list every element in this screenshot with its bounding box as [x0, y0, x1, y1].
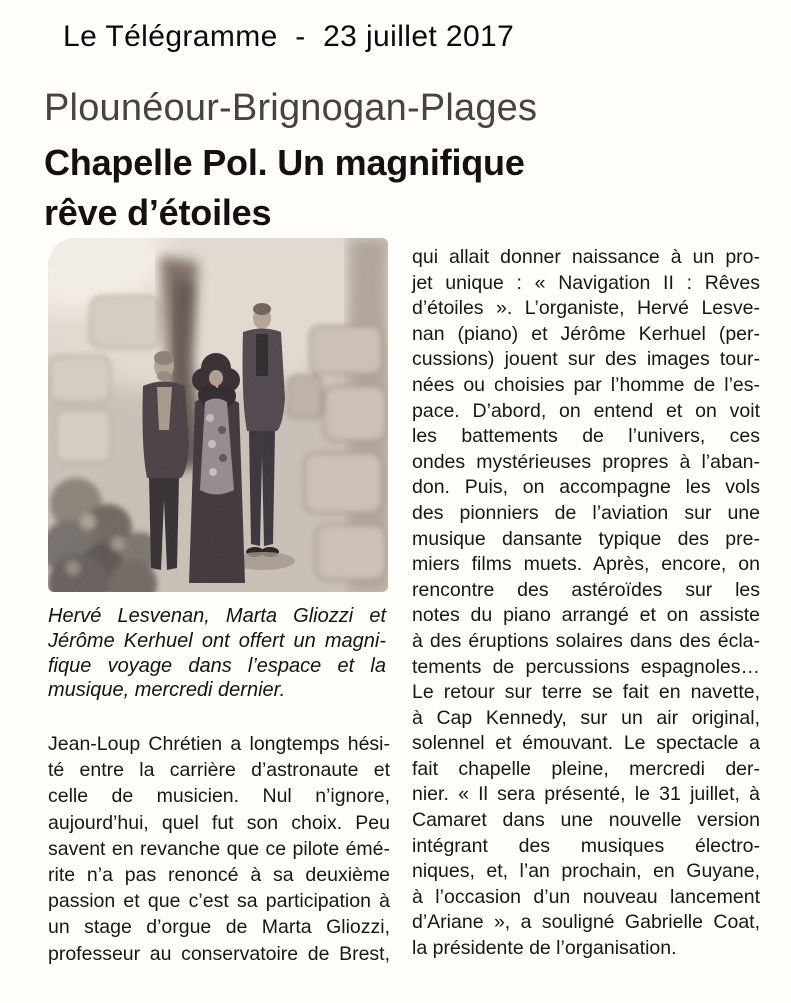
photo-caption — [48, 604, 386, 703]
body-column-left — [48, 731, 390, 967]
text-line: d’étoiles ». L’organiste, Hervé Lesve- — [412, 297, 760, 320]
article-kicker: Plounéour-Brignogan-Plages — [44, 87, 538, 129]
text-line: rencontre des astéroïdes sur les — [412, 578, 760, 601]
text-line: miers films muets. Après, encore, on — [412, 553, 760, 576]
text-line: nées ou choisies par l’homme de l’es- — [412, 373, 760, 396]
text-line: d’Ariane », a souligné Gabrielle Coat, — [412, 911, 760, 934]
text-line: Chapelle Pol. Un magnifique — [44, 142, 525, 183]
text-line: fait chapelle pleine, mercredi der- — [412, 757, 760, 780]
body-column-right — [412, 245, 760, 962]
text-line: les battements de l’univers, ces — [412, 425, 760, 448]
text-line: notes du piano arrangé et on assiste — [412, 604, 760, 627]
article-headline — [44, 138, 525, 238]
text-line: des pionniers de l’aviation sur une — [412, 501, 760, 524]
text-line: qui allait donner naissance à un pro- — [412, 246, 760, 268]
text-line: nier. « Il sera présenté, le 31 juillet, à — [412, 783, 760, 806]
text-line: savent en revanche que ce pilote émé- — [48, 837, 390, 860]
text-line: à l’occasion d’un nouveau lancement — [412, 885, 760, 908]
text-line: musique, mercredi dernier. — [48, 679, 286, 702]
text-line: tements de percussions espagnoles… — [412, 655, 760, 678]
text-line: nan (piano) et Jérôme Kerhuel (per- — [412, 322, 760, 345]
text-line: un stage d’orgue de Marta Gliozzi, — [48, 916, 390, 939]
text-line: rite n’a pas renoncé à sa deuxième — [48, 864, 390, 887]
text-line: à des éruptions solaires dans des écla- — [412, 629, 760, 652]
text-line: Camaret dans une nouvelle version — [412, 809, 760, 832]
photo-image — [48, 238, 388, 592]
text-line: à Cap Kennedy, sur un air original, — [412, 706, 760, 729]
text-line: Le retour sur terre se fait en navette, — [412, 681, 760, 704]
text-line: Jérôme Kerhuel ont offert un magni- — [48, 629, 386, 652]
text-line: professeur au conservatoire de Brest, — [48, 942, 390, 965]
text-line: celle de musicien. Nul n’ignore, — [48, 785, 390, 808]
text-line: pace. D’abord, on entend et on voit — [412, 399, 760, 422]
masthead-source-date: Le Télégramme - 23 juillet 2017 — [63, 20, 515, 53]
text-line: té entre la carrière d’astronaute et — [48, 759, 390, 782]
text-line: intégrant des musiques électro- — [412, 834, 760, 857]
text-line: ondes mystérieuses propres à l’aban- — [412, 450, 760, 473]
text-line: aujourd’hui, quel fut son choix. Peu — [48, 811, 390, 834]
text-line: solennel et émouvant. Le spectacle a — [412, 732, 760, 755]
text-line: passion et que c’est sa participation à — [48, 890, 390, 913]
text-line: jet unique : « Navigation II : Rêves — [412, 271, 760, 294]
article-photo — [48, 238, 388, 592]
text-line: cussions) jouent sur des images tour- — [412, 348, 760, 371]
text-line: musique dansante typique des pre- — [412, 527, 760, 550]
text-line: niques, et, l’an prochain, en Guyane, — [412, 860, 760, 883]
text-line: don. Puis, on accompagne les vols — [412, 476, 760, 499]
text-line: rêve d’étoiles — [44, 192, 272, 233]
text-line: fique voyage dans l’espace et la — [48, 654, 386, 677]
text-line: la présidente de l’organisation. — [412, 937, 677, 960]
text-line: Hervé Lesvenan, Marta Gliozzi et — [48, 605, 386, 627]
text-line: Jean-Loup Chrétien a longtemps hési- — [48, 733, 390, 755]
